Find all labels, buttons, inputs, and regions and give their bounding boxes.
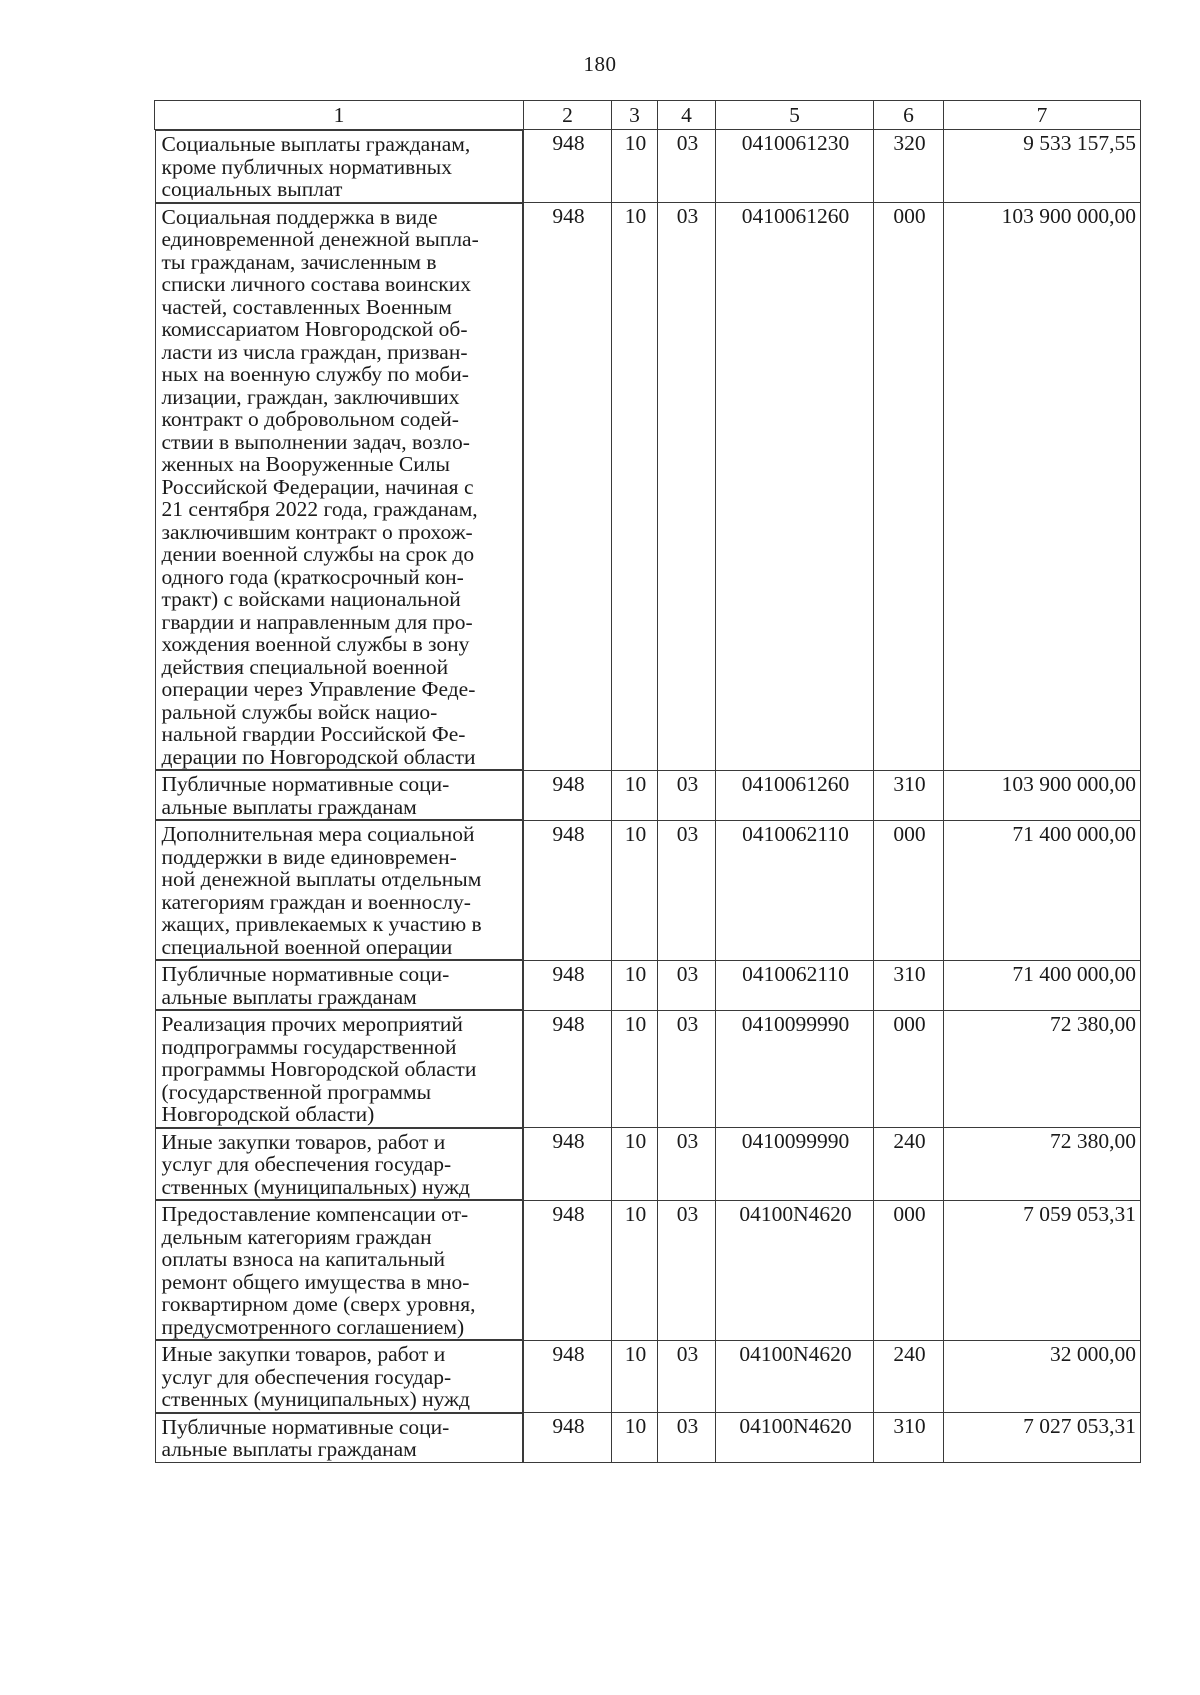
header-cell-7: 7 — [944, 101, 1141, 130]
amount-cell: 9 533 157,55 — [944, 130, 1141, 203]
description-cell: Социальные выплаты гражданам, кроме публичных нормативных социальных выплат — [155, 130, 524, 203]
expense-type-cell: 320 — [874, 130, 944, 203]
expense-type-cell: 000 — [874, 820, 944, 960]
table-row — [155, 1200, 1141, 1340]
target-article-cell: 0410099990 — [716, 1128, 874, 1201]
header-cell-6: 6 — [874, 101, 944, 130]
header-cell-2: 2 — [524, 101, 612, 130]
subsection-cell: 03 — [658, 960, 716, 1010]
admin-code-cell: 948 — [524, 1010, 612, 1128]
target-article-cell: 04100N4620 — [716, 1200, 874, 1340]
admin-code-cell: 948 — [524, 770, 612, 820]
expense-type-cell: 240 — [874, 1340, 944, 1413]
admin-code-cell: 948 — [524, 203, 612, 771]
section-cell: 10 — [612, 1413, 658, 1463]
admin-code-cell: 948 — [524, 820, 612, 960]
amount-cell: 72 380,00 — [944, 1010, 1141, 1128]
amount-cell: 71 400 000,00 — [944, 960, 1141, 1010]
target-article-cell: 0410061260 — [716, 203, 874, 771]
table-row — [155, 130, 1141, 203]
description-cell: Иные закупки товаров, работ и услуг для обеспечения государ- ственных (муниципальных) нужд — [155, 1128, 524, 1201]
header-cell-1: 1 — [155, 101, 524, 130]
table-row — [155, 820, 1141, 960]
section-cell: 10 — [612, 1200, 658, 1340]
table-row — [155, 1340, 1141, 1413]
description-cell: Предоставление компенсации от- дельным категориям граждан оплаты взноса на капитальный ремонт общего имущества в мно- гоквартирном доме (сверх уровня, предусмотренного соглашением) — [155, 1200, 524, 1340]
description-cell: Публичные нормативные соци- альные выплаты гражданам — [155, 960, 524, 1010]
subsection-cell: 03 — [658, 130, 716, 203]
admin-code-cell: 948 — [524, 1413, 612, 1463]
amount-cell: 103 900 000,00 — [944, 770, 1141, 820]
table-body — [155, 101, 1141, 1463]
expense-type-cell: 000 — [874, 203, 944, 771]
table-row — [155, 1128, 1141, 1201]
table-row — [155, 1010, 1141, 1128]
subsection-cell: 03 — [658, 1128, 716, 1201]
section-cell: 10 — [612, 960, 658, 1010]
description-cell: Публичные нормативные соци- альные выплаты гражданам — [155, 1413, 524, 1463]
subsection-cell: 03 — [658, 1340, 716, 1413]
header-cell-5: 5 — [716, 101, 874, 130]
expense-type-cell: 240 — [874, 1128, 944, 1201]
description-cell: Дополнительная мера социальной поддержки в виде единовремен- ной денежной выплаты отдельным категориям граждан и военнослу- жащих, привлекаемых к участию в специальной военной операции — [155, 820, 524, 960]
amount-cell: 103 900 000,00 — [944, 203, 1141, 771]
section-cell: 10 — [612, 770, 658, 820]
section-cell: 10 — [612, 130, 658, 203]
expense-type-cell: 310 — [874, 960, 944, 1010]
header-cell-3: 3 — [612, 101, 658, 130]
subsection-cell: 03 — [658, 203, 716, 771]
admin-code-cell: 948 — [524, 1340, 612, 1413]
description-cell: Социальная поддержка в виде единовременной денежной выпла- ты гражданам, зачисленным в списки личного состава воинских частей, составленных Военным комиссариатом Новгородской об- ласти из числа граждан, призван- ных на военную службу по моби- лизации, граждан, заключивших контракт о добровольном содей- ствии в выполнении задач, возло- женных на Вооруженные Силы Российской Федерации, начиная с 21 сентября 2022 года, гражданам, заключившим контракт о прохож- дении военной службы на срок до одного года (краткосрочный кон- тракт) с войсками национальной гвардии и направленным для про- хождения военной службы в зону действия специальной военной операции через Управление Феде- ральной службы войск нацио- нальной гвардии Российской Фе- дерации по Новгородской области — [155, 203, 524, 771]
table-row — [155, 960, 1141, 1010]
amount-cell: 7 059 053,31 — [944, 1200, 1141, 1340]
table-row — [155, 1413, 1141, 1463]
subsection-cell: 03 — [658, 770, 716, 820]
admin-code-cell: 948 — [524, 1200, 612, 1340]
amount-cell: 7 027 053,31 — [944, 1413, 1141, 1463]
target-article-cell: 0410099990 — [716, 1010, 874, 1128]
amount-cell: 72 380,00 — [944, 1128, 1141, 1201]
section-cell: 10 — [612, 820, 658, 960]
description-cell: Публичные нормативные соци- альные выплаты гражданам — [155, 770, 524, 820]
description-cell: Реализация прочих мероприятий подпрограммы государственной программы Новгородской области (государственной программы Новгородской области) — [155, 1010, 524, 1128]
subsection-cell: 03 — [658, 1413, 716, 1463]
target-article-cell: 0410062110 — [716, 820, 874, 960]
target-article-cell: 0410061230 — [716, 130, 874, 203]
admin-code-cell: 948 — [524, 960, 612, 1010]
section-cell: 10 — [612, 203, 658, 771]
section-cell: 10 — [612, 1340, 658, 1413]
subsection-cell: 03 — [658, 1200, 716, 1340]
section-cell: 10 — [612, 1128, 658, 1201]
target-article-cell: 0410062110 — [716, 960, 874, 1010]
page-number: 180 — [583, 52, 617, 76]
expense-type-cell: 310 — [874, 1413, 944, 1463]
table-row — [155, 203, 1141, 771]
target-article-cell: 0410061260 — [716, 770, 874, 820]
header-cell-4: 4 — [658, 101, 716, 130]
expense-type-cell: 000 — [874, 1010, 944, 1128]
expense-type-cell: 310 — [874, 770, 944, 820]
amount-cell: 32 000,00 — [944, 1340, 1141, 1413]
target-article-cell: 04100N4620 — [716, 1340, 874, 1413]
budget-table — [154, 100, 1141, 1463]
subsection-cell: 03 — [658, 1010, 716, 1128]
header-row — [155, 101, 1141, 130]
target-article-cell: 04100N4620 — [716, 1413, 874, 1463]
admin-code-cell: 948 — [524, 1128, 612, 1201]
description-cell: Иные закупки товаров, работ и услуг для обеспечения государ- ственных (муниципальных) нужд — [155, 1340, 524, 1413]
expense-type-cell: 000 — [874, 1200, 944, 1340]
admin-code-cell: 948 — [524, 130, 612, 203]
table-row — [155, 770, 1141, 820]
subsection-cell: 03 — [658, 820, 716, 960]
amount-cell: 71 400 000,00 — [944, 820, 1141, 960]
section-cell: 10 — [612, 1010, 658, 1128]
